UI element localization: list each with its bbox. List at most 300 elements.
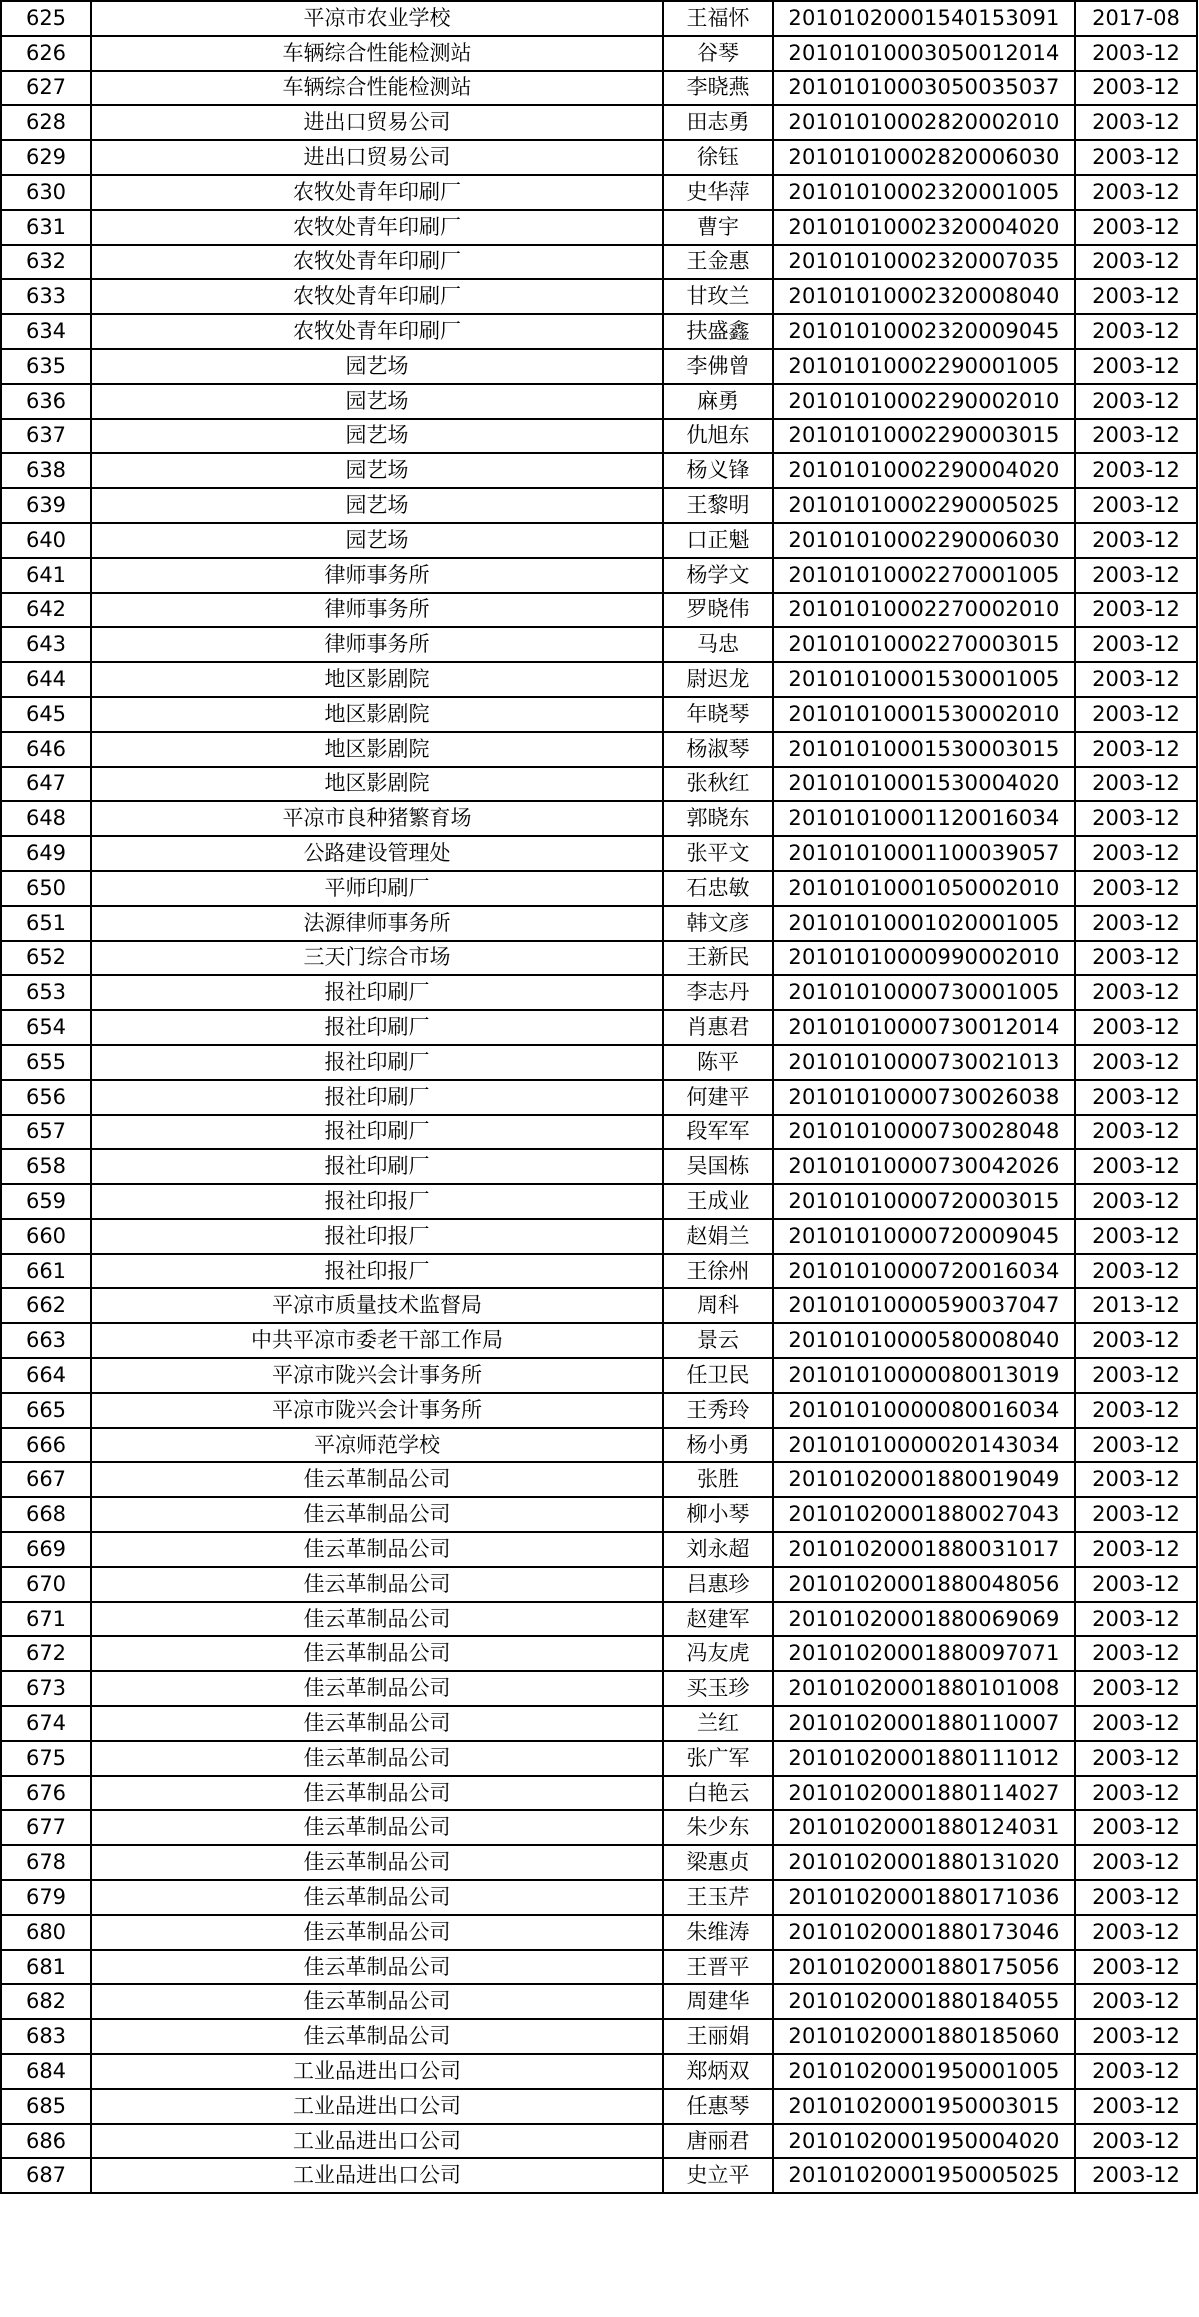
unit-name-cell: 平凉师范学校	[91, 1428, 663, 1463]
unit-name-cell: 地区影剧院	[91, 662, 663, 697]
table-row	[1, 975, 1197, 1010]
row-number-cell: 675	[1, 1741, 91, 1776]
date-cell: 2003-12	[1075, 279, 1197, 314]
unit-name-cell: 园艺场	[91, 349, 663, 384]
person-name-cell: 李佛曾	[663, 349, 773, 384]
row-number-cell: 639	[1, 488, 91, 523]
person-name-cell: 任惠琴	[663, 2089, 773, 2124]
table-row	[1, 1706, 1197, 1741]
row-number-cell: 672	[1, 1636, 91, 1671]
table-row	[1, 1219, 1197, 1254]
table-row	[1, 1845, 1197, 1880]
person-name-cell: 马忠	[663, 627, 773, 662]
date-cell: 2003-12	[1075, 349, 1197, 384]
row-number-cell: 645	[1, 697, 91, 732]
date-cell: 2003-12	[1075, 836, 1197, 871]
date-cell: 2003-12	[1075, 1810, 1197, 1845]
record-code-cell: 20101010002320009045	[773, 314, 1075, 349]
row-number-cell: 665	[1, 1393, 91, 1428]
date-cell: 2003-12	[1075, 1497, 1197, 1532]
table-row	[1, 1184, 1197, 1219]
row-number-cell: 660	[1, 1219, 91, 1254]
record-code-cell: 20101010002320001005	[773, 175, 1075, 210]
unit-name-cell: 佳云革制品公司	[91, 1950, 663, 1985]
record-code-cell: 20101010000720009045	[773, 1219, 1075, 1254]
table-row	[1, 1010, 1197, 1045]
date-cell: 2003-12	[1075, 906, 1197, 941]
row-number-cell: 658	[1, 1149, 91, 1184]
record-code-cell: 20101020001950004020	[773, 2124, 1075, 2159]
person-name-cell: 白艳云	[663, 1776, 773, 1811]
record-code-cell: 20101020001950003015	[773, 2089, 1075, 2124]
table-row	[1, 1915, 1197, 1950]
date-cell: 2003-12	[1075, 384, 1197, 419]
date-cell: 2013-12	[1075, 1288, 1197, 1323]
date-cell: 2003-12	[1075, 2019, 1197, 2054]
unit-name-cell: 地区影剧院	[91, 767, 663, 802]
record-code-cell: 20101020001880185060	[773, 2019, 1075, 2054]
row-number-cell: 677	[1, 1810, 91, 1845]
table-row	[1, 1810, 1197, 1845]
record-code-cell: 20101020001880069069	[773, 1602, 1075, 1637]
unit-name-cell: 律师事务所	[91, 558, 663, 593]
record-code-cell: 20101010001530002010	[773, 697, 1075, 732]
date-cell: 2003-12	[1075, 1602, 1197, 1637]
row-number-cell: 685	[1, 2089, 91, 2124]
record-code-cell: 20101010001120016034	[773, 801, 1075, 836]
table-row	[1, 767, 1197, 802]
person-name-cell: 王丽娟	[663, 2019, 773, 2054]
table-row	[1, 1358, 1197, 1393]
record-code-cell: 20101010000080013019	[773, 1358, 1075, 1393]
person-name-cell: 朱维涛	[663, 1915, 773, 1950]
row-number-cell: 637	[1, 419, 91, 454]
date-cell: 2003-12	[1075, 2158, 1197, 2193]
date-cell: 2003-12	[1075, 105, 1197, 140]
person-name-cell: 韩文彦	[663, 906, 773, 941]
date-cell: 2003-12	[1075, 1636, 1197, 1671]
unit-name-cell: 法源律师事务所	[91, 906, 663, 941]
row-number-cell: 628	[1, 105, 91, 140]
person-name-cell: 段军军	[663, 1115, 773, 1150]
row-number-cell: 676	[1, 1776, 91, 1811]
record-code-cell: 20101010000730012014	[773, 1010, 1075, 1045]
unit-name-cell: 平师印刷厂	[91, 871, 663, 906]
person-name-cell: 李志丹	[663, 975, 773, 1010]
unit-name-cell: 报社印刷厂	[91, 1149, 663, 1184]
record-code-cell: 20101010000020143034	[773, 1428, 1075, 1463]
table-row	[1, 175, 1197, 210]
table-row	[1, 1045, 1197, 1080]
row-number-cell: 678	[1, 1845, 91, 1880]
row-number-cell: 649	[1, 836, 91, 871]
person-name-cell: 肖惠君	[663, 1010, 773, 1045]
date-cell: 2003-12	[1075, 140, 1197, 175]
unit-name-cell: 报社印刷厂	[91, 1080, 663, 1115]
record-code-cell: 20101010001530003015	[773, 732, 1075, 767]
table-row	[1, 593, 1197, 628]
person-name-cell: 吕惠珍	[663, 1567, 773, 1602]
record-code-cell: 20101020001880101008	[773, 1671, 1075, 1706]
unit-name-cell: 农牧处青年印刷厂	[91, 175, 663, 210]
table-row	[1, 2089, 1197, 2124]
person-name-cell: 罗晓伟	[663, 593, 773, 628]
unit-name-cell: 进出口贸易公司	[91, 140, 663, 175]
date-cell: 2003-12	[1075, 453, 1197, 488]
record-code-cell: 20101010000580008040	[773, 1323, 1075, 1358]
table-row	[1, 1323, 1197, 1358]
record-code-cell: 20101010002290002010	[773, 384, 1075, 419]
record-code-cell: 20101020001880097071	[773, 1636, 1075, 1671]
date-cell: 2003-12	[1075, 801, 1197, 836]
table-row	[1, 1428, 1197, 1463]
row-number-cell: 651	[1, 906, 91, 941]
record-code-cell: 20101010000720016034	[773, 1254, 1075, 1289]
table-row	[1, 453, 1197, 488]
unit-name-cell: 律师事务所	[91, 627, 663, 662]
row-number-cell: 635	[1, 349, 91, 384]
person-name-cell: 扶盛鑫	[663, 314, 773, 349]
person-name-cell: 兰红	[663, 1706, 773, 1741]
table-row	[1, 871, 1197, 906]
row-number-cell: 626	[1, 36, 91, 71]
person-name-cell: 赵建军	[663, 1602, 773, 1637]
person-name-cell: 仇旭东	[663, 419, 773, 454]
unit-name-cell: 农牧处青年印刷厂	[91, 314, 663, 349]
unit-name-cell: 车辆综合性能检测站	[91, 36, 663, 71]
unit-name-cell: 佳云革制品公司	[91, 1880, 663, 1915]
unit-name-cell: 佳云革制品公司	[91, 1462, 663, 1497]
person-name-cell: 张广军	[663, 1741, 773, 1776]
unit-name-cell: 农牧处青年印刷厂	[91, 279, 663, 314]
table-row	[1, 1497, 1197, 1532]
record-code-cell: 20101010001100039057	[773, 836, 1075, 871]
date-cell: 2003-12	[1075, 1462, 1197, 1497]
unit-name-cell: 报社印刷厂	[91, 1045, 663, 1080]
person-name-cell: 张秋红	[663, 767, 773, 802]
row-number-cell: 664	[1, 1358, 91, 1393]
date-cell: 2003-12	[1075, 941, 1197, 976]
table-row	[1, 140, 1197, 175]
person-name-cell: 周科	[663, 1288, 773, 1323]
date-cell: 2003-12	[1075, 593, 1197, 628]
person-name-cell: 景云	[663, 1323, 773, 1358]
date-cell: 2003-12	[1075, 1880, 1197, 1915]
unit-name-cell: 报社印刷厂	[91, 975, 663, 1010]
person-name-cell: 朱少东	[663, 1810, 773, 1845]
row-number-cell: 667	[1, 1462, 91, 1497]
table-row	[1, 941, 1197, 976]
row-number-cell: 686	[1, 2124, 91, 2159]
date-cell: 2003-12	[1075, 1184, 1197, 1219]
date-cell: 2003-12	[1075, 1393, 1197, 1428]
date-cell: 2003-12	[1075, 627, 1197, 662]
unit-name-cell: 佳云革制品公司	[91, 1532, 663, 1567]
person-name-cell: 刘永超	[663, 1532, 773, 1567]
row-number-cell: 687	[1, 2158, 91, 2193]
table-row	[1, 1115, 1197, 1150]
date-cell: 2003-12	[1075, 1671, 1197, 1706]
table-row	[1, 1080, 1197, 1115]
row-number-cell: 647	[1, 767, 91, 802]
date-cell: 2003-12	[1075, 1845, 1197, 1880]
record-code-cell: 20101010000730001005	[773, 975, 1075, 1010]
unit-name-cell: 地区影剧院	[91, 732, 663, 767]
unit-name-cell: 园艺场	[91, 384, 663, 419]
table-row	[1, 1776, 1197, 1811]
date-cell: 2003-12	[1075, 1741, 1197, 1776]
row-number-cell: 684	[1, 2054, 91, 2089]
row-number-cell: 653	[1, 975, 91, 1010]
person-name-cell: 谷琴	[663, 36, 773, 71]
person-name-cell: 杨学文	[663, 558, 773, 593]
date-cell: 2003-12	[1075, 175, 1197, 210]
unit-name-cell: 佳云革制品公司	[91, 1636, 663, 1671]
record-code-cell: 20101010000720003015	[773, 1184, 1075, 1219]
date-cell: 2003-12	[1075, 2089, 1197, 2124]
person-name-cell: 石忠敏	[663, 871, 773, 906]
table-row	[1, 906, 1197, 941]
row-number-cell: 627	[1, 71, 91, 106]
row-number-cell: 683	[1, 2019, 91, 2054]
unit-name-cell: 佳云革制品公司	[91, 2019, 663, 2054]
person-name-cell: 买玉珍	[663, 1671, 773, 1706]
person-name-cell: 王福怀	[663, 1, 773, 36]
table-row	[1, 836, 1197, 871]
date-cell: 2003-12	[1075, 697, 1197, 732]
unit-name-cell: 地区影剧院	[91, 697, 663, 732]
row-number-cell: 657	[1, 1115, 91, 1150]
table-row	[1, 1671, 1197, 1706]
person-name-cell: 郑炳双	[663, 2054, 773, 2089]
person-name-cell: 赵娟兰	[663, 1219, 773, 1254]
person-name-cell: 王黎明	[663, 488, 773, 523]
date-cell: 2003-12	[1075, 767, 1197, 802]
record-code-cell: 20101020001880048056	[773, 1567, 1075, 1602]
table-row	[1, 523, 1197, 558]
date-cell: 2003-12	[1075, 1010, 1197, 1045]
date-cell: 2003-12	[1075, 36, 1197, 71]
person-name-cell: 任卫民	[663, 1358, 773, 1393]
row-number-cell: 661	[1, 1254, 91, 1289]
row-number-cell: 630	[1, 175, 91, 210]
person-name-cell: 田志勇	[663, 105, 773, 140]
record-code-cell: 20101020001880027043	[773, 1497, 1075, 1532]
table-row	[1, 1636, 1197, 1671]
row-number-cell: 636	[1, 384, 91, 419]
record-code-cell: 20101010000590037047	[773, 1288, 1075, 1323]
row-number-cell: 641	[1, 558, 91, 593]
record-code-cell: 20101010002320004020	[773, 210, 1075, 245]
person-name-cell: 曹宇	[663, 210, 773, 245]
person-name-cell: 王秀玲	[663, 1393, 773, 1428]
unit-name-cell: 律师事务所	[91, 593, 663, 628]
record-code-cell: 20101010003050035037	[773, 71, 1075, 106]
row-number-cell: 679	[1, 1880, 91, 1915]
unit-name-cell: 平凉市农业学校	[91, 1, 663, 36]
date-cell: 2003-12	[1075, 1219, 1197, 1254]
person-name-cell: 冯友虎	[663, 1636, 773, 1671]
date-cell: 2003-12	[1075, 314, 1197, 349]
table-row	[1, 419, 1197, 454]
unit-name-cell: 佳云革制品公司	[91, 1810, 663, 1845]
record-code-cell: 20101020001880110007	[773, 1706, 1075, 1741]
unit-name-cell: 平凉市良种猪繁育场	[91, 801, 663, 836]
row-number-cell: 669	[1, 1532, 91, 1567]
person-name-cell: 吴国栋	[663, 1149, 773, 1184]
unit-name-cell: 报社印刷厂	[91, 1010, 663, 1045]
row-number-cell: 662	[1, 1288, 91, 1323]
unit-name-cell: 公路建设管理处	[91, 836, 663, 871]
row-number-cell: 671	[1, 1602, 91, 1637]
record-code-cell: 20101010001530001005	[773, 662, 1075, 697]
table-row	[1, 2124, 1197, 2159]
person-name-cell: 周建华	[663, 1984, 773, 2019]
unit-name-cell: 园艺场	[91, 488, 663, 523]
row-number-cell: 638	[1, 453, 91, 488]
unit-name-cell: 工业品进出口公司	[91, 2158, 663, 2193]
date-cell: 2003-12	[1075, 71, 1197, 106]
date-cell: 2003-12	[1075, 1358, 1197, 1393]
table-row	[1, 384, 1197, 419]
date-cell: 2003-12	[1075, 1149, 1197, 1184]
date-cell: 2003-12	[1075, 1080, 1197, 1115]
table-row	[1, 2054, 1197, 2089]
unit-name-cell: 报社印刷厂	[91, 1115, 663, 1150]
table-row	[1, 558, 1197, 593]
row-number-cell: 674	[1, 1706, 91, 1741]
table-row	[1, 349, 1197, 384]
row-number-cell: 680	[1, 1915, 91, 1950]
unit-name-cell: 佳云革制品公司	[91, 1984, 663, 2019]
person-name-cell: 柳小琴	[663, 1497, 773, 1532]
table-row	[1, 210, 1197, 245]
date-cell: 2003-12	[1075, 523, 1197, 558]
row-number-cell: 650	[1, 871, 91, 906]
table-row	[1, 1462, 1197, 1497]
person-name-cell: 杨小勇	[663, 1428, 773, 1463]
unit-name-cell: 车辆综合性能检测站	[91, 71, 663, 106]
row-number-cell: 634	[1, 314, 91, 349]
record-code-cell: 20101010001530004020	[773, 767, 1075, 802]
record-code-cell: 20101020001950005025	[773, 2158, 1075, 2193]
table-row	[1, 1567, 1197, 1602]
date-cell: 2003-12	[1075, 210, 1197, 245]
unit-name-cell: 佳云革制品公司	[91, 1845, 663, 1880]
date-cell: 2003-12	[1075, 871, 1197, 906]
table-row	[1, 662, 1197, 697]
record-code-cell: 20101020001540153091	[773, 1, 1075, 36]
person-name-cell: 史立平	[663, 2158, 773, 2193]
person-name-cell: 王成业	[663, 1184, 773, 1219]
record-code-cell: 20101010003050012014	[773, 36, 1075, 71]
person-name-cell: 王玉芹	[663, 1880, 773, 1915]
row-number-cell: 682	[1, 1984, 91, 2019]
table-row	[1, 105, 1197, 140]
table-row	[1, 1880, 1197, 1915]
date-cell: 2003-12	[1075, 662, 1197, 697]
table-row	[1, 1, 1197, 36]
row-number-cell: 644	[1, 662, 91, 697]
date-cell: 2003-12	[1075, 2124, 1197, 2159]
unit-name-cell: 佳云革制品公司	[91, 1706, 663, 1741]
record-code-cell: 20101010002290006030	[773, 523, 1075, 558]
table-row	[1, 1950, 1197, 1985]
unit-name-cell: 平凉市陇兴会计事务所	[91, 1393, 663, 1428]
person-name-cell: 王新民	[663, 941, 773, 976]
table-row	[1, 732, 1197, 767]
record-code-cell: 20101010002270002010	[773, 593, 1075, 628]
row-number-cell: 640	[1, 523, 91, 558]
date-cell: 2003-12	[1075, 1915, 1197, 1950]
table-row	[1, 36, 1197, 71]
record-code-cell: 20101020001880124031	[773, 1810, 1075, 1845]
unit-name-cell: 工业品进出口公司	[91, 2054, 663, 2089]
unit-name-cell: 佳云革制品公司	[91, 1671, 663, 1706]
record-code-cell: 20101010002290003015	[773, 419, 1075, 454]
record-code-cell: 20101010000730042026	[773, 1149, 1075, 1184]
record-code-cell: 20101010002270001005	[773, 558, 1075, 593]
row-number-cell: 656	[1, 1080, 91, 1115]
record-code-cell: 20101020001880171036	[773, 1880, 1075, 1915]
record-code-cell: 20101010002820002010	[773, 105, 1075, 140]
table-row	[1, 1288, 1197, 1323]
row-number-cell: 632	[1, 245, 91, 280]
row-number-cell: 659	[1, 1184, 91, 1219]
date-cell: 2003-12	[1075, 1950, 1197, 1985]
table-row	[1, 1741, 1197, 1776]
record-code-cell: 20101020001880173046	[773, 1915, 1075, 1950]
person-name-cell: 杨淑琴	[663, 732, 773, 767]
person-name-cell: 年晓琴	[663, 697, 773, 732]
table-row	[1, 2019, 1197, 2054]
table-row	[1, 314, 1197, 349]
record-code-cell: 20101020001880184055	[773, 1984, 1075, 2019]
record-code-cell: 20101010002290004020	[773, 453, 1075, 488]
date-cell: 2017-08	[1075, 1, 1197, 36]
table-row	[1, 801, 1197, 836]
row-number-cell: 642	[1, 593, 91, 628]
table-row	[1, 245, 1197, 280]
unit-name-cell: 佳云革制品公司	[91, 1915, 663, 1950]
date-cell: 2003-12	[1075, 1323, 1197, 1358]
person-name-cell: 史华萍	[663, 175, 773, 210]
table-row	[1, 1393, 1197, 1428]
row-number-cell: 633	[1, 279, 91, 314]
row-number-cell: 646	[1, 732, 91, 767]
table-row	[1, 1984, 1197, 2019]
record-code-cell: 20101020001880111012	[773, 1741, 1075, 1776]
date-cell: 2003-12	[1075, 488, 1197, 523]
date-cell: 2003-12	[1075, 1254, 1197, 1289]
record-code-cell: 20101020001880175056	[773, 1950, 1075, 1985]
person-name-cell: 梁惠贞	[663, 1845, 773, 1880]
record-code-cell: 20101020001880114027	[773, 1776, 1075, 1811]
person-name-cell: 杨义锋	[663, 453, 773, 488]
person-name-cell: 李晓燕	[663, 71, 773, 106]
table-row	[1, 1254, 1197, 1289]
date-cell: 2003-12	[1075, 1776, 1197, 1811]
person-name-cell: 麻勇	[663, 384, 773, 419]
row-number-cell: 670	[1, 1567, 91, 1602]
row-number-cell: 673	[1, 1671, 91, 1706]
person-name-cell: 尉迟龙	[663, 662, 773, 697]
row-number-cell: 643	[1, 627, 91, 662]
record-code-cell: 20101010000730026038	[773, 1080, 1075, 1115]
table-row	[1, 279, 1197, 314]
date-cell: 2003-12	[1075, 1428, 1197, 1463]
row-number-cell: 648	[1, 801, 91, 836]
